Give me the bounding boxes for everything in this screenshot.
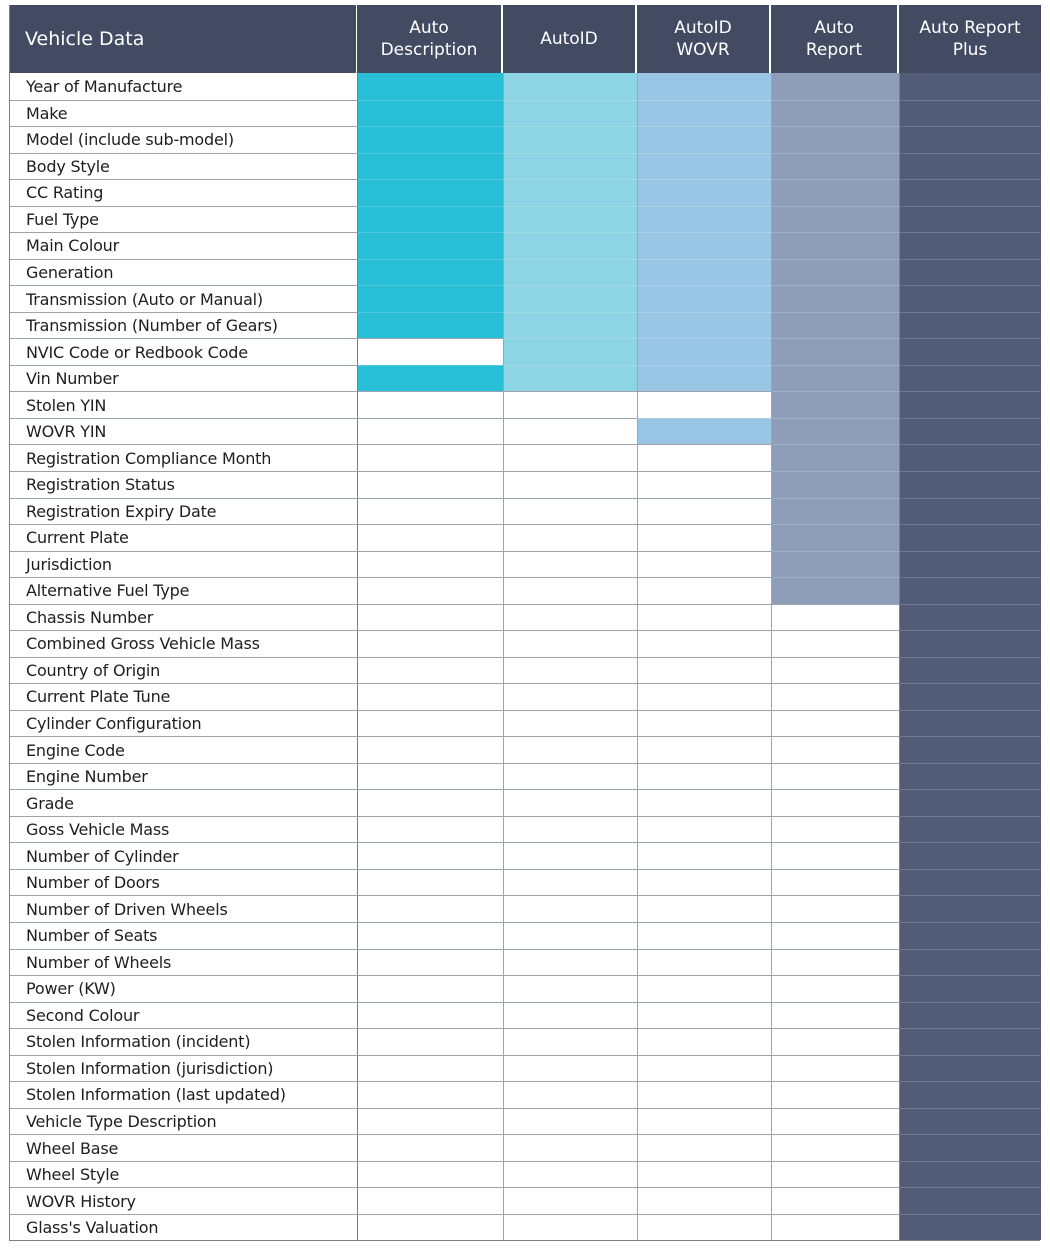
vehicle-data-matrix [9, 5, 1040, 1241]
matrix-cell [771, 922, 899, 949]
matrix-cell [357, 895, 503, 922]
matrix-cell [899, 100, 1041, 127]
matrix-cell [771, 975, 899, 1002]
matrix-cell [899, 232, 1041, 259]
matrix-cell [899, 73, 1041, 100]
matrix-cell [357, 922, 503, 949]
matrix-cell [357, 498, 503, 525]
matrix-cell [771, 1081, 899, 1108]
row-label: Country of Origin [10, 657, 357, 684]
matrix-cell [357, 551, 503, 578]
matrix-cell [357, 657, 503, 684]
matrix-cell [637, 498, 771, 525]
column-header-auto-report: Auto Report [771, 5, 899, 73]
matrix-cell [899, 1214, 1041, 1241]
matrix-cell [503, 604, 637, 631]
matrix-cell [637, 1161, 771, 1188]
row-label: Body Style [10, 153, 357, 180]
matrix-cell [899, 657, 1041, 684]
matrix-cell [503, 1161, 637, 1188]
row-label: Year of Manufacture [26, 76, 183, 96]
matrix-cell [503, 1081, 637, 1108]
row-label: Goss Vehicle Mass [10, 816, 357, 843]
matrix-cell [899, 126, 1041, 153]
matrix-cell [503, 763, 637, 790]
matrix-cell [503, 710, 637, 737]
matrix-cell [503, 922, 637, 949]
matrix-cell [357, 630, 503, 657]
matrix-cell [899, 577, 1041, 604]
matrix-cell [503, 179, 637, 206]
matrix-cell [357, 365, 503, 392]
row-label: Engine Code [10, 736, 357, 763]
row-label: Stolen Information (jurisdiction) [10, 1055, 357, 1082]
row-label: Model (include sub-model) [10, 126, 357, 153]
matrix-cell [899, 816, 1041, 843]
matrix-cell [637, 949, 771, 976]
matrix-cell [899, 1055, 1041, 1082]
matrix-cell [771, 126, 899, 153]
matrix-cell [503, 232, 637, 259]
row-label: Glass's Valuation [10, 1214, 357, 1241]
row-label: Combined Gross Vehicle Mass [10, 630, 357, 657]
matrix-cell [637, 1134, 771, 1161]
vehicle-data-header: Vehicle Data [10, 5, 357, 73]
matrix-cell [637, 206, 771, 233]
matrix-cell [899, 949, 1041, 976]
matrix-cell [503, 471, 637, 498]
matrix-cell [357, 206, 503, 233]
row-label: Second Colour [10, 1002, 357, 1029]
matrix-cell [771, 789, 899, 816]
row-label: Chassis Number [10, 604, 357, 631]
matrix-cell [637, 444, 771, 471]
matrix-cell [899, 630, 1041, 657]
matrix-cell [771, 100, 899, 127]
matrix-cell [637, 922, 771, 949]
matrix-cell [357, 259, 503, 286]
row-label: Wheel Style [10, 1161, 357, 1188]
matrix-cell [899, 683, 1041, 710]
matrix-cell [771, 551, 899, 578]
matrix-cell [637, 842, 771, 869]
matrix-cell [771, 312, 899, 339]
matrix-cell [357, 418, 503, 445]
matrix-cell [899, 524, 1041, 551]
matrix-cell [771, 1028, 899, 1055]
row-label: Stolen Information (last updated) [10, 1081, 357, 1108]
matrix-cell [357, 444, 503, 471]
row-label: Number of Doors [10, 869, 357, 896]
matrix-cell [357, 524, 503, 551]
matrix-cell [503, 949, 637, 976]
matrix-cell [637, 312, 771, 339]
matrix-cell [899, 444, 1041, 471]
matrix-cell [899, 551, 1041, 578]
matrix-cell [637, 232, 771, 259]
matrix-cell [503, 1055, 637, 1082]
matrix-cell [899, 869, 1041, 896]
row-label: NVIC Code or Redbook Code [10, 338, 357, 365]
matrix-cell [771, 816, 899, 843]
column-header-autoid: AutoID [503, 5, 637, 73]
row-label: Number of Wheels [10, 949, 357, 976]
matrix-cell [503, 365, 637, 392]
matrix-cell [637, 1081, 771, 1108]
matrix-cell [637, 259, 771, 286]
matrix-cell [899, 259, 1041, 286]
row-label: WOVR YIN [10, 418, 357, 445]
row-label: Main Colour [10, 232, 357, 259]
matrix-cell [637, 1028, 771, 1055]
matrix-cell [357, 338, 503, 365]
row-label: Make [10, 100, 357, 127]
matrix-cell [637, 285, 771, 312]
matrix-cell [637, 789, 771, 816]
matrix-cell [771, 869, 899, 896]
row-label: Stolen YIN [10, 391, 357, 418]
matrix-cell [503, 285, 637, 312]
matrix-cell [357, 312, 503, 339]
row-label: Current Plate [10, 524, 357, 551]
matrix-cell [899, 1108, 1041, 1135]
matrix-cell [503, 1134, 637, 1161]
matrix-cell [503, 338, 637, 365]
matrix-cell [357, 1055, 503, 1082]
row-label: Cylinder Configuration [10, 710, 357, 737]
matrix-cell [899, 975, 1041, 1002]
matrix-cell [503, 206, 637, 233]
row-label: WOVR History [10, 1187, 357, 1214]
matrix-cell [637, 577, 771, 604]
matrix-cell [899, 338, 1041, 365]
matrix-cell [503, 816, 637, 843]
matrix-cell [357, 285, 503, 312]
matrix-cell [357, 179, 503, 206]
matrix-cell [357, 869, 503, 896]
row-label: Current Plate Tune [10, 683, 357, 710]
matrix-cell [899, 153, 1041, 180]
row-label: CC Rating [10, 179, 357, 206]
matrix-cell [503, 1002, 637, 1029]
matrix-cell [357, 232, 503, 259]
matrix-cell [357, 1028, 503, 1055]
matrix-cell [637, 551, 771, 578]
matrix-cell [357, 126, 503, 153]
row-label: Wheel Base [10, 1134, 357, 1161]
matrix-cell [771, 1108, 899, 1135]
matrix-cell [357, 100, 503, 127]
row-label: Grade [10, 789, 357, 816]
matrix-cell [503, 498, 637, 525]
matrix-cell [637, 1214, 771, 1241]
matrix-cell [771, 179, 899, 206]
matrix-cell [637, 179, 771, 206]
row-label: Registration Compliance Month [10, 444, 357, 471]
matrix-cell [899, 312, 1041, 339]
matrix-cell [771, 153, 899, 180]
matrix-cell [771, 1134, 899, 1161]
matrix-cell [771, 842, 899, 869]
matrix-cell [503, 736, 637, 763]
matrix-cell [637, 736, 771, 763]
column-header-autoid-wovr: AutoID WOVR [637, 5, 771, 73]
matrix-cell [899, 710, 1041, 737]
matrix-cell [899, 285, 1041, 312]
matrix-cell [771, 1187, 899, 1214]
matrix-cell [357, 710, 503, 737]
matrix-cell [771, 657, 899, 684]
matrix-cell [357, 975, 503, 1002]
matrix-cell [503, 524, 637, 551]
matrix-cell [899, 1081, 1041, 1108]
matrix-cell [771, 604, 899, 631]
row-label: Registration Expiry Date [10, 498, 357, 525]
matrix-cell [771, 418, 899, 445]
matrix-cell [637, 524, 771, 551]
row-label: Vin Number [10, 365, 357, 392]
row-label: Transmission (Number of Gears) [10, 312, 357, 339]
matrix-cell [637, 471, 771, 498]
matrix-cell [771, 498, 899, 525]
matrix-cell [637, 391, 771, 418]
matrix-cell [357, 577, 503, 604]
matrix-cell [771, 391, 899, 418]
matrix-cell [503, 1108, 637, 1135]
matrix-cell [637, 710, 771, 737]
matrix-cell [771, 444, 899, 471]
matrix-cell [357, 736, 503, 763]
matrix-cell [503, 657, 637, 684]
row-label: Number of Driven Wheels [10, 895, 357, 922]
row-label: Jurisdiction [10, 551, 357, 578]
matrix-cell [637, 683, 771, 710]
matrix-cell [899, 922, 1041, 949]
matrix-cell [637, 763, 771, 790]
matrix-cell [503, 551, 637, 578]
matrix-cell [357, 1161, 503, 1188]
row-label: Vehicle Type Description [10, 1108, 357, 1135]
row-label: Power (KW) [10, 975, 357, 1002]
matrix-cell [771, 1055, 899, 1082]
matrix-cell [503, 869, 637, 896]
matrix-cell [899, 365, 1041, 392]
matrix-cell [357, 683, 503, 710]
matrix-cell [503, 73, 637, 100]
matrix-cell [503, 153, 637, 180]
matrix-cell [357, 471, 503, 498]
matrix-cell [357, 816, 503, 843]
row-label: Registration Status [10, 471, 357, 498]
column-header-auto-report-plus: Auto Report Plus [899, 5, 1041, 73]
matrix-cell [503, 312, 637, 339]
matrix-cell [503, 259, 637, 286]
matrix-cell [771, 895, 899, 922]
matrix-cell [357, 1108, 503, 1135]
matrix-cell [503, 1187, 637, 1214]
row-label: Stolen Information (incident) [10, 1028, 357, 1055]
matrix-cell [899, 418, 1041, 445]
matrix-cell [637, 126, 771, 153]
matrix-cell [899, 179, 1041, 206]
matrix-cell [503, 789, 637, 816]
matrix-cell [899, 1134, 1041, 1161]
matrix-cell [357, 153, 503, 180]
matrix-cell [771, 338, 899, 365]
matrix-cell [357, 73, 503, 100]
matrix-cell [357, 763, 503, 790]
matrix-cell [771, 73, 899, 100]
matrix-cell [637, 73, 771, 100]
matrix-cell [357, 1002, 503, 1029]
matrix-cell [771, 683, 899, 710]
matrix-cell [503, 391, 637, 418]
matrix-cell [637, 1108, 771, 1135]
matrix-cell [637, 1002, 771, 1029]
matrix-cell [357, 604, 503, 631]
matrix-cell [503, 630, 637, 657]
matrix-cell [771, 365, 899, 392]
matrix-cell [899, 1187, 1041, 1214]
matrix-cell [771, 763, 899, 790]
matrix-cell [357, 789, 503, 816]
matrix-cell [771, 1161, 899, 1188]
matrix-cell [771, 949, 899, 976]
matrix-cell [357, 949, 503, 976]
matrix-cell [503, 100, 637, 127]
matrix-cell [637, 418, 771, 445]
matrix-cell [771, 710, 899, 737]
row-label: Alternative Fuel Type [10, 577, 357, 604]
matrix-cell [503, 1028, 637, 1055]
matrix-cell [357, 1214, 503, 1241]
matrix-cell [771, 736, 899, 763]
matrix-cell [899, 206, 1041, 233]
matrix-cell [771, 206, 899, 233]
matrix-cell [637, 365, 771, 392]
matrix-cell [771, 285, 899, 312]
matrix-cell [771, 1002, 899, 1029]
row-label: Number of Cylinder [10, 842, 357, 869]
matrix-cell [899, 1028, 1041, 1055]
column-header-auto-description: Auto Description [357, 5, 503, 73]
matrix-cell [899, 498, 1041, 525]
matrix-cell [771, 471, 899, 498]
matrix-cell [771, 259, 899, 286]
matrix-cell [899, 763, 1041, 790]
matrix-cell [637, 816, 771, 843]
row-label: Engine Number [10, 763, 357, 790]
matrix-cell [637, 630, 771, 657]
matrix-cell [899, 471, 1041, 498]
matrix-cell [899, 789, 1041, 816]
matrix-cell [357, 1134, 503, 1161]
matrix-cell [503, 842, 637, 869]
matrix-cell [503, 444, 637, 471]
matrix-cell [503, 1214, 637, 1241]
matrix-cell [771, 577, 899, 604]
matrix-cell [899, 895, 1041, 922]
matrix-cell [899, 736, 1041, 763]
matrix-cell [771, 630, 899, 657]
matrix-cell [637, 869, 771, 896]
matrix-cell [637, 895, 771, 922]
matrix-cell [503, 683, 637, 710]
matrix-cell [503, 418, 637, 445]
row-label: Transmission (Auto or Manual) [10, 285, 357, 312]
matrix-cell [357, 842, 503, 869]
matrix-cell [357, 1081, 503, 1108]
matrix-cell [503, 577, 637, 604]
row-label: Fuel Type [10, 206, 357, 233]
matrix-cell [637, 657, 771, 684]
matrix-cell [899, 1002, 1041, 1029]
matrix-cell [899, 842, 1041, 869]
matrix-cell [637, 1055, 771, 1082]
matrix-cell [357, 1187, 503, 1214]
matrix-cell [637, 338, 771, 365]
matrix-cell [771, 524, 899, 551]
matrix-cell [503, 975, 637, 1002]
matrix-cell [637, 1187, 771, 1214]
matrix-cell [637, 975, 771, 1002]
row-label: Number of Seats [10, 922, 357, 949]
row-label: Generation [10, 259, 357, 286]
matrix-cell [899, 391, 1041, 418]
matrix-cell [357, 391, 503, 418]
matrix-cell [771, 1214, 899, 1241]
matrix-cell [637, 604, 771, 631]
matrix-cell [637, 100, 771, 127]
matrix-cell [771, 232, 899, 259]
matrix-cell [503, 126, 637, 153]
matrix-cell [899, 1161, 1041, 1188]
matrix-cell [899, 604, 1041, 631]
matrix-cell [637, 153, 771, 180]
matrix-cell [503, 895, 637, 922]
